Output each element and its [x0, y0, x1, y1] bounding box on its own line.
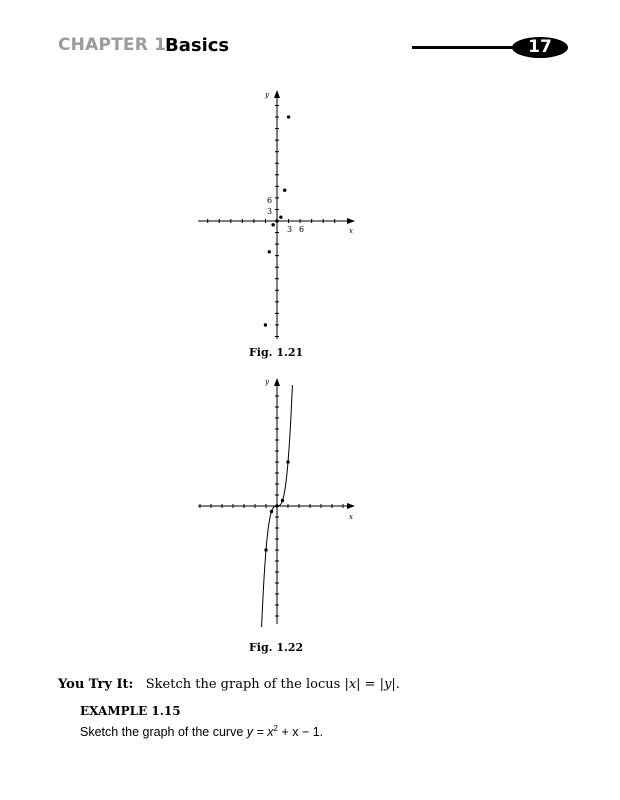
fig1-y-label: y [265, 91, 269, 99]
fig2-x-label: x [349, 513, 353, 521]
example-task-text: Sketch the graph of the curve [80, 725, 244, 739]
chapter-label: CHAPTER 1 [58, 35, 167, 55]
example-expr-prefix: y = x [246, 725, 274, 739]
fig2-y-arrow [274, 378, 280, 386]
fig2-y-label: y [265, 378, 269, 386]
fig1-point [283, 189, 286, 192]
page-number: 17 [512, 37, 568, 58]
fig1-y-arrow [274, 90, 280, 98]
fig1-point [268, 250, 271, 253]
fig1-point [287, 115, 290, 118]
fig2-x-arrow [347, 503, 355, 509]
fig2-point [286, 460, 289, 463]
figure-1-22 [198, 378, 355, 627]
fig1-x-tick-6: 6 [299, 225, 305, 234]
you-try-it-body: Sketch the graph of the locus [145, 677, 341, 692]
fig2-point [264, 548, 267, 551]
you-try-it-label: You Try It [58, 677, 129, 692]
you-try-it-expr: |x| = |y|. [344, 677, 400, 692]
figure-1-21 [198, 90, 355, 339]
fig1-y-tick-3: 3 [267, 207, 273, 216]
fig1-y-tick-6: 6 [267, 196, 273, 205]
chapter-title: Basics [165, 35, 230, 56]
fig1-point [275, 219, 278, 222]
fig2-point [281, 499, 284, 502]
fig1-x-tick-3: 3 [287, 225, 293, 234]
example-task [80, 724, 323, 739]
fig-1-21-caption: Fig. 1.21 [249, 346, 304, 359]
fig1-x-label: x [349, 227, 353, 235]
you-try-it-paragraph: You Try It: Sketch the graph of the locus |x| = |y|. [58, 677, 400, 692]
fig1-point [264, 323, 267, 326]
fig2-point [275, 504, 278, 507]
fig2-point [270, 510, 273, 513]
fig1-point [271, 223, 274, 226]
fig1-x-arrow [347, 218, 355, 224]
example-heading: EXAMPLE 1.15 [80, 704, 181, 718]
fig-1-22-caption: Fig. 1.22 [249, 641, 304, 654]
fig1-point [279, 215, 282, 218]
example-expr-suffix: + x − 1. [277, 725, 324, 739]
example-expr-exp: 2 [273, 724, 278, 733]
